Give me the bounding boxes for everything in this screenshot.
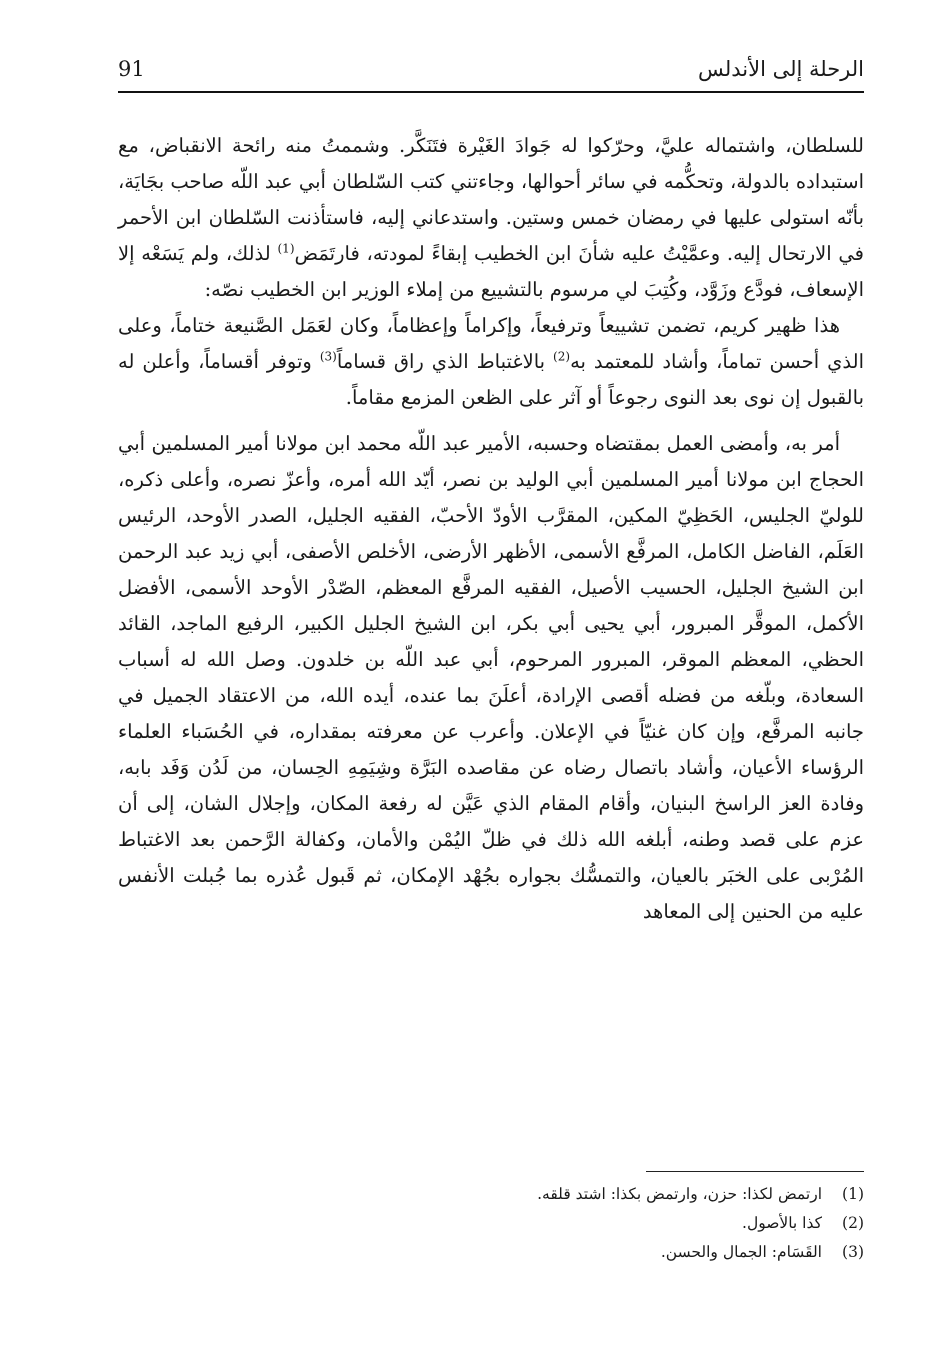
paragraph-2-text-a: هذا ظهير كريم، تضمن تشييعاً وترفيعاً، وإكراماً وإعظاماً، وكان لعَمَل الصَّنيعة ختاماً، وعلى الذي أحسن تماماً، وأشاد للمعتمد به — [118, 314, 864, 373]
footnote-ref-3: (3) — [319, 349, 337, 364]
footnotes — [118, 1180, 864, 1267]
page-number: 91 — [118, 57, 145, 81]
footnote-text: ارتمض لكذا: حزن، وارتمض بكذا: اشتد قلقه. — [537, 1185, 822, 1203]
paragraph-2 — [118, 308, 864, 416]
running-header — [118, 52, 864, 86]
paragraph-1-text-b: لذلك، ولم يَسَعْه إلا الإسعاف، فودَّع وزَوَّد، وكُتِبَ لي مرسوم بالتشييع من إملاء الوزير ابن الخطيب نصّه: — [118, 242, 864, 301]
footnote-text: القَسَام: الجمال والحسن. — [660, 1243, 822, 1261]
footnote-1 — [118, 1180, 864, 1209]
footnote-number: (3) — [842, 1243, 864, 1261]
footnote-text: كذا بالأصول. — [742, 1214, 822, 1232]
footnote-ref-1: (1) — [277, 241, 295, 256]
paragraph-1 — [118, 128, 864, 308]
paragraph-2-text-b: بالاغتباط الذي راق قساماً — [336, 350, 554, 373]
footnote-number: (2) — [842, 1214, 864, 1232]
running-title: الرحلة إلى الأندلس — [698, 57, 864, 81]
paragraph-1-text-a: للسلطان، واشتماله عليَّ، وحرّكوا له جَوادَ الغَيْرة فتَنَكَّر. وشممتُ منه رائحة الانقباض، مع استبداده بالدولة، وتحكُّمه في سائر أحوالها، وجاءتني كتب السّلطان أبي عبد اللّه صاحب بجَايَة، بأنّه استولى عليها في رمضان خمس وستين. واستدعاني إليه، فاستأذنت السّلطان ابن الأحمر في الارتحال إليه. وعمَّيْتُ عليه شأنَ ابن الخطيب إبقاءً لمودته، فارتَمَض — [118, 134, 865, 265]
footnote-rule — [646, 1171, 864, 1172]
footnote-2 — [118, 1209, 864, 1238]
header-rule — [118, 91, 864, 93]
main-text — [118, 128, 864, 930]
footnote-number: (1) — [842, 1185, 864, 1203]
paragraph-2-text-c: وتوفر أقساماً، وأعلن له بالقبول إن نوى بعد النوى رجوعاً أو آثر على الظعن المزمع مقاماً. — [118, 350, 864, 409]
paragraph-3: أمر به، وأمضى العمل بمقتضاه وحسبه، الأمير عبد اللّه محمد ابن مولانا أمير المسلمين أبي الحجاج ابن مولانا أمير المسلمين أبي الوليد بن نصر، أيّد الله أمره، وأعزّ نصره، وأعلى ذكره، للوليّ الجليس، الحَظِيّ المكين، المقرَّب الأودّ الأحبّ، الفقيه الجليل، الصدر الأوحد، الرئيس العَلَم، الفاضل الكامل، المرفَّع الأسمى، الأظهر الأرضى، الأخلص الأصفى، أبي زيد عبد الرحمن ابن الشيخ الجليل، الحسيب الأصيل، الفقيه المرفَّع المعظم، الصّدْر الأوحد الأسمى، الأفضل الأكمل، الموقَّر المبرور، أبي يحيى أبي بكر، ابن الشيخ الجليل الكبير، الرفيع الماجد، القائد الحظي، المعظم الموقر، المبرور المرحوم، أبي عبد اللّه بن خلدون. وصل الله له أسباب السعادة، وبلّغه من فضله أقصى الإرادة، أعلَنَ بما عنده، أيده الله، من الاعتقاد الجميل في جانبه المرفَّع، وإن كان غنيّاً في الإعلان. وأعرب عن معرفته بمقداره، في الحُسَباء العلماء الرؤساء الأعيان، وأشاد باتصال رضاه عن مقاصده البَرَّة وشِيَمِهِ الحِسان، من لَدُن وَفَد بابه، وفادة العز الراسخ البنيان، وأقام المقام الذي عَيَّن له رفعة المكان، وإجلال الشان، إلى أن عزم على قصد وطنه، أبلغه الله ذلك في ظلّ اليُمْن والأمان، وكفالة الرَّحمن بعد الاغتباط المُرْبى على الخبَر بالعيان، والتمسُّك بجواره بجُهْد الإمكان، ثم قَبول عُذره بما جُبلت الأنفس عليه من الحنين إلى المعاهد — [118, 432, 864, 923]
footnote-3 — [118, 1238, 864, 1267]
footnote-ref-2: (2) — [553, 349, 571, 364]
